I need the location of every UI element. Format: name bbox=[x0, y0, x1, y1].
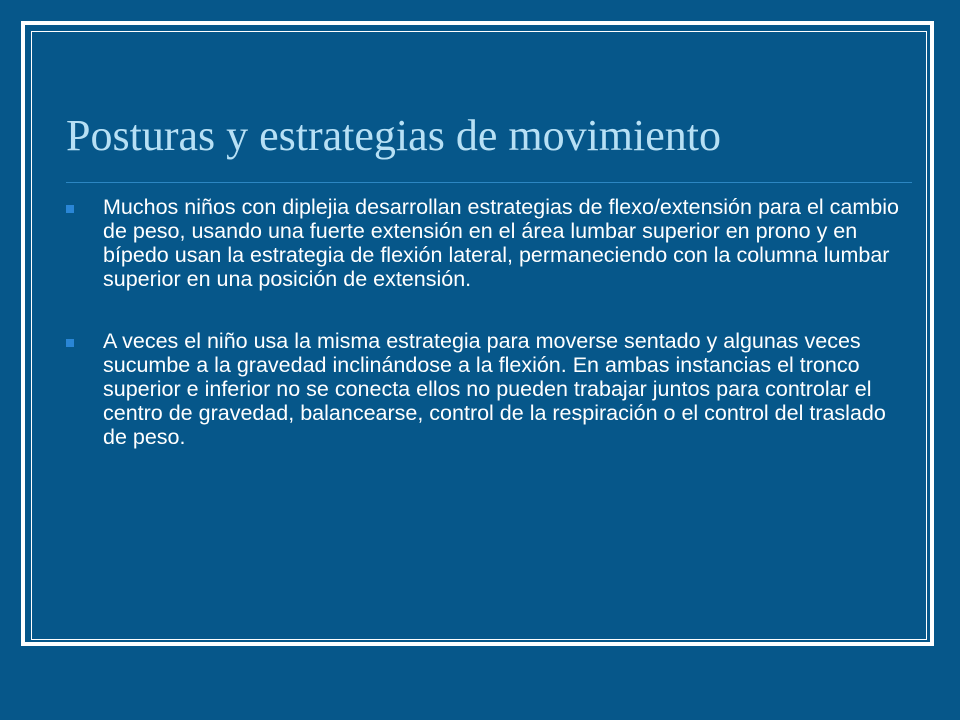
square-bullet-icon bbox=[66, 205, 74, 213]
slide-title: Posturas y estrategias de movimiento bbox=[66, 111, 721, 160]
bullet-item bbox=[66, 329, 906, 449]
bullet-list bbox=[66, 195, 906, 487]
bullet-text: Muchos niños con diplejia desarrollan estrategias de flexo/extensión para el cambio de peso, usando una fuerte extensión en el área lumbar superior en prono y en bípedo usan la estrategia de flexión lateral, permaneciendo con la columna lumbar superior en una posición de extensión. bbox=[103, 195, 899, 291]
bullet-text: A veces el niño usa la misma estrategia para moverse sentado y algunas veces sucumbe a la gravedad inclinándose a la flexión. En ambas instancias el tronco superior e inferior no se conecta ellos no pueden trabajar juntos para controlar el centro de gravedad, balancearse, control de la respiración o el control del traslado de peso. bbox=[103, 329, 886, 449]
square-bullet-icon bbox=[66, 339, 74, 347]
bullet-item bbox=[66, 195, 906, 291]
title-divider bbox=[66, 182, 912, 183]
